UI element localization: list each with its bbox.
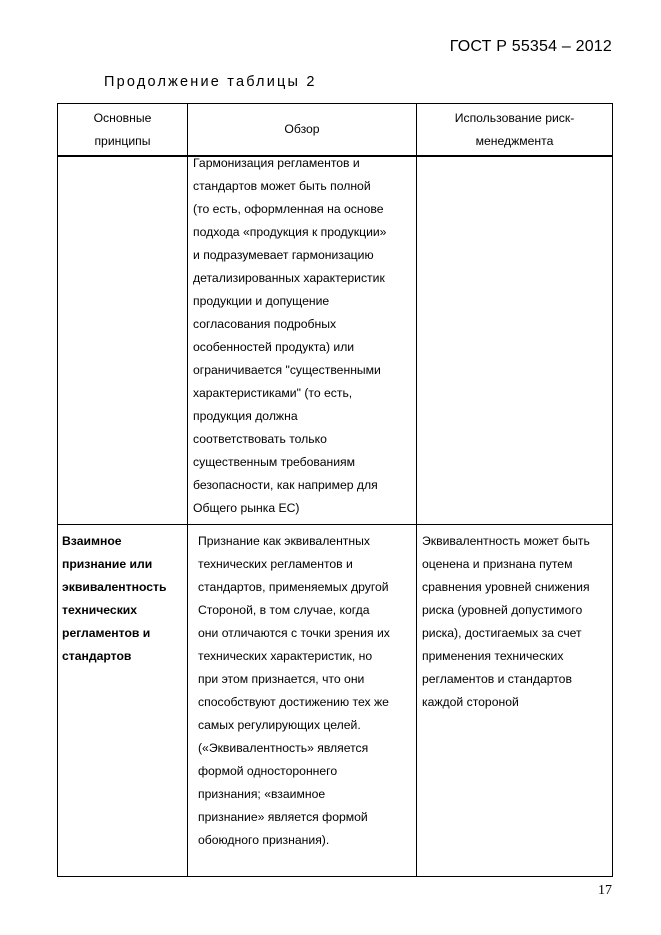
text-line: характеристиками" (то есть, xyxy=(193,386,353,400)
text-line: безопасности, как например для xyxy=(193,478,378,492)
text-line: стандартов xyxy=(62,649,132,663)
text-line: Признание как эквивалентных xyxy=(198,534,370,548)
text-line: Основные xyxy=(93,110,152,125)
text-line: применения технических xyxy=(422,649,564,663)
text-line: технических регламентов и xyxy=(198,557,353,571)
principle-cell xyxy=(58,156,188,525)
text-line: технических характеристик, но xyxy=(198,649,373,663)
text-line: стандартов, применяемых другой xyxy=(198,580,389,594)
table-caption: Продолжение таблицы 2 xyxy=(104,74,317,90)
text-line: технических xyxy=(62,603,138,617)
table-row xyxy=(58,525,613,877)
text-line: формой одностороннего xyxy=(198,764,338,778)
text-line: признание» является формой xyxy=(198,810,368,824)
text-line: Обзор xyxy=(284,122,320,136)
text-line: они отличаются с точки зрения их xyxy=(198,626,390,640)
text-line: стандартов может быть полной xyxy=(193,179,371,193)
text-line: обоюдного признания). xyxy=(198,833,330,847)
header-principles xyxy=(58,104,188,157)
text-line: и подразумевает гармонизацию xyxy=(193,248,374,262)
text-line: эквивалентность xyxy=(62,580,167,594)
text-line: риска (уровней допустимого xyxy=(422,603,583,617)
principles-table xyxy=(57,103,613,877)
text-line: (то есть, оформленная на основе xyxy=(193,202,384,216)
principle-cell xyxy=(58,525,188,877)
overview-cell xyxy=(188,156,417,525)
header-overview xyxy=(188,104,417,157)
text-line: риска), достигаемых за счет xyxy=(422,626,582,640)
text-line: Гармонизация регламентов и xyxy=(193,156,360,170)
text-line: при этом признается, что они xyxy=(198,672,365,686)
text-line: признание или xyxy=(62,557,153,571)
text-line: («Эквивалентность» является xyxy=(198,741,369,755)
table-header-row xyxy=(58,104,613,157)
table-row xyxy=(58,156,613,525)
text-line: Стороной, в том случае, когда xyxy=(198,603,370,617)
text-line: способствуют достижению тех же xyxy=(198,695,389,709)
text-line: оценена и признана путем xyxy=(422,557,573,571)
text-line: продукции и допущение xyxy=(193,294,330,308)
page-number: 17 xyxy=(598,883,612,898)
text-line: Взаимное xyxy=(62,534,122,548)
text-line: принципы xyxy=(94,133,151,148)
text-line: Эквивалентность может быть xyxy=(422,534,590,548)
header-risk-management xyxy=(417,104,613,157)
text-line: признания; «взаимное xyxy=(198,787,326,801)
risk-management-cell xyxy=(417,525,613,877)
text-line: менеджмента xyxy=(475,133,554,148)
text-line: сравнения уровней снижения xyxy=(422,580,590,594)
text-line: Общего рынка ЕС) xyxy=(193,501,300,515)
overview-cell xyxy=(188,525,417,877)
standard-number: ГОСТ Р 55354 – 2012 xyxy=(449,38,612,55)
text-line: существенным требованиям xyxy=(193,455,356,469)
text-line: регламентов и xyxy=(62,626,151,640)
text-line: ограничивается "существенными xyxy=(193,363,381,377)
text-line: детализированных характеристик xyxy=(193,271,385,285)
text-line: самых регулирующих целей. xyxy=(198,718,361,732)
text-line: особенностей продукта) или xyxy=(193,340,355,354)
text-line: продукция должна xyxy=(193,409,298,423)
text-line: Использование риск- xyxy=(454,110,575,125)
text-line: регламентов и стандартов xyxy=(422,672,572,686)
text-line: подхода «продукция к продукции» xyxy=(193,225,387,239)
risk-management-cell xyxy=(417,156,613,525)
text-line: соответствовать только xyxy=(193,432,327,446)
text-line: согласования подробных xyxy=(193,317,337,331)
text-line: каждой стороной xyxy=(422,695,519,709)
